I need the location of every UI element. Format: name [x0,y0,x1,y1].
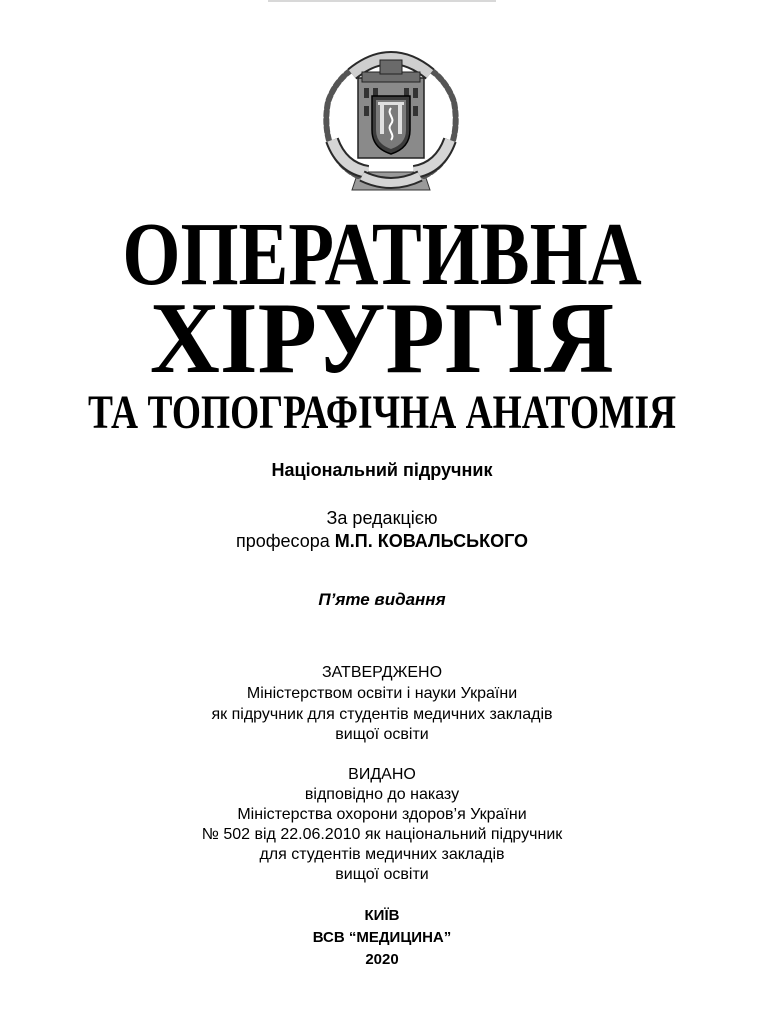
top-rule [268,0,496,2]
editor-prefix: професора [235,531,335,551]
editor-name: М.П. КОВАЛЬСЬКОГО [334,531,529,551]
issued-line: вищої освіти [335,866,429,883]
approved-line: вищої освіти [335,726,429,743]
imprint-city: КИЇВ [364,907,400,924]
approved-line: Міністерством освіти і науки України [246,685,518,702]
editor-line-1: За редакцією [326,508,438,528]
issued-line: № 502 від 22.06.2010 як національний підручник [201,826,563,843]
issued-line: для студентів медичних закладів [259,846,505,863]
issued-line: відповідно до наказу [304,786,460,803]
title-line-2: ХІРУРГІЯ [149,282,615,395]
imprint-year: 2020 [365,951,399,968]
issued-heading: ВИДАНО [348,766,416,783]
subtitle: Національний підручник [271,460,493,480]
approved-heading: ЗАТВЕРДЖЕНО [321,664,443,681]
imprint-publisher: ВСВ “МЕДИЦИНА” [312,929,452,946]
approved-line: як підручник для студентів медичних закладів [211,706,553,723]
issued-line: Міністерства охорони здоров’я України [237,806,527,823]
university-emblem-icon [318,44,464,196]
title-line-3: ТА ТОПОГРАФІЧНА АНАТОМІЯ [87,386,677,439]
edition-label: П’яте видання [318,590,446,609]
title-line-1: ОПЕРАТИВНА [122,205,642,304]
editor-line-2 [0,532,764,550]
